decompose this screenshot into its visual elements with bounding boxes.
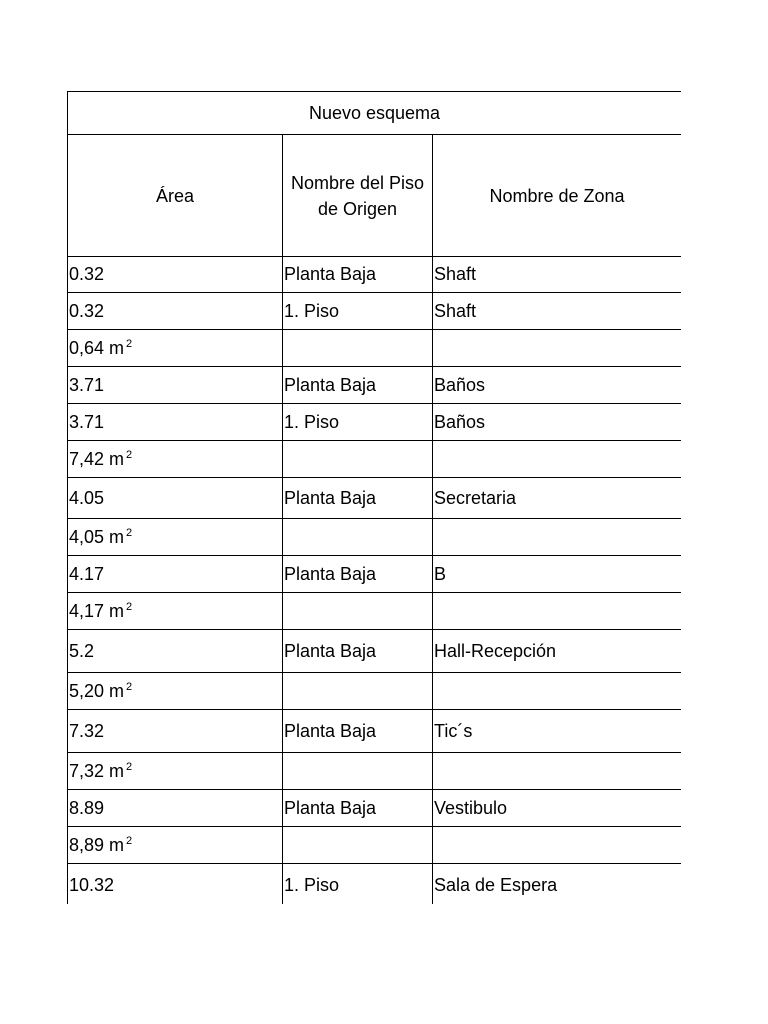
table-title: Nuevo esquema [68,92,682,135]
header-area: Área [68,135,283,257]
table-row [68,478,682,519]
zone-area-table [67,91,681,904]
subtotal-row [68,827,682,864]
subtotal-value: 8,89 m [69,834,125,855]
subtotal-value: 4,17 m [69,600,125,621]
cell-area: 3.71 [68,367,283,404]
cell-zona [433,519,682,556]
table-row [68,710,682,753]
unit-exponent: 2 [126,526,133,539]
cell-area-subtotal [68,673,283,710]
subtotal-row [68,441,682,478]
cell-area-subtotal [68,593,283,630]
unit-exponent: 2 [126,680,133,693]
table-row [68,790,682,827]
cell-zona [433,330,682,367]
subtotal-value: 5,20 m [69,680,125,701]
cell-area: 5.2 [68,630,283,673]
cell-area: 0.32 [68,257,283,293]
subtotal-value: 7,42 m [69,448,125,469]
cell-area: 7.32 [68,710,283,753]
cell-piso: Planta Baja [283,257,433,293]
cell-area: 10.32 [68,864,283,905]
header-nombre-zona: Nombre de Zona [433,135,682,257]
subtotal-row [68,673,682,710]
cell-piso: Planta Baja [283,630,433,673]
cell-zona [433,753,682,790]
spreadsheet-page [67,91,681,904]
unit-exponent: 2 [126,337,133,350]
cell-zona: Shaft [433,257,682,293]
unit-exponent: 2 [126,760,133,773]
cell-area-subtotal [68,441,283,478]
subtotal-value: 7,32 m [69,760,125,781]
cell-area-subtotal [68,827,283,864]
cell-piso: 1. Piso [283,404,433,441]
cell-piso [283,753,433,790]
table-row [68,404,682,441]
subtotal-row [68,753,682,790]
cell-piso: Planta Baja [283,367,433,404]
cell-zona: Shaft [433,293,682,330]
header-piso-origen: Nombre del Piso de Origen [283,135,433,257]
unit-exponent: 2 [126,600,133,613]
cell-area: 4.05 [68,478,283,519]
cell-area-subtotal [68,753,283,790]
table-row [68,367,682,404]
cell-zona [433,673,682,710]
table-row [68,257,682,293]
table-header-row [68,135,682,257]
cell-piso: Planta Baja [283,478,433,519]
cell-zona [433,441,682,478]
cell-zona: Sala de Espera [433,864,682,905]
cell-zona: Baños [433,404,682,441]
unit-exponent: 2 [126,834,133,847]
cell-area: 4.17 [68,556,283,593]
cell-zona: Hall-Recepción [433,630,682,673]
cell-piso: 1. Piso [283,864,433,905]
subtotal-value: 4,05 m [69,526,125,547]
cell-area-subtotal [68,330,283,367]
cell-area: 8.89 [68,790,283,827]
cell-piso [283,673,433,710]
cell-piso: 1. Piso [283,293,433,330]
cell-zona: Baños [433,367,682,404]
subtotal-value: 0,64 m [69,337,125,358]
table-row [68,864,682,905]
cell-piso [283,441,433,478]
cell-area: 0.32 [68,293,283,330]
table-row [68,293,682,330]
cell-zona: Tic´s [433,710,682,753]
cell-zona: Vestibulo [433,790,682,827]
cell-piso [283,827,433,864]
cell-piso: Planta Baja [283,556,433,593]
subtotal-row [68,330,682,367]
table-title-row [68,92,682,135]
cell-piso [283,330,433,367]
cell-zona: Secretaria [433,478,682,519]
cell-area-subtotal [68,519,283,556]
cell-piso: Planta Baja [283,790,433,827]
subtotal-row [68,519,682,556]
cell-zona [433,827,682,864]
cell-piso [283,593,433,630]
cell-zona: B [433,556,682,593]
cell-area: 3.71 [68,404,283,441]
subtotal-row [68,593,682,630]
cell-zona [433,593,682,630]
table-row [68,630,682,673]
cell-piso [283,519,433,556]
table-row [68,556,682,593]
cell-piso: Planta Baja [283,710,433,753]
unit-exponent: 2 [126,448,133,461]
